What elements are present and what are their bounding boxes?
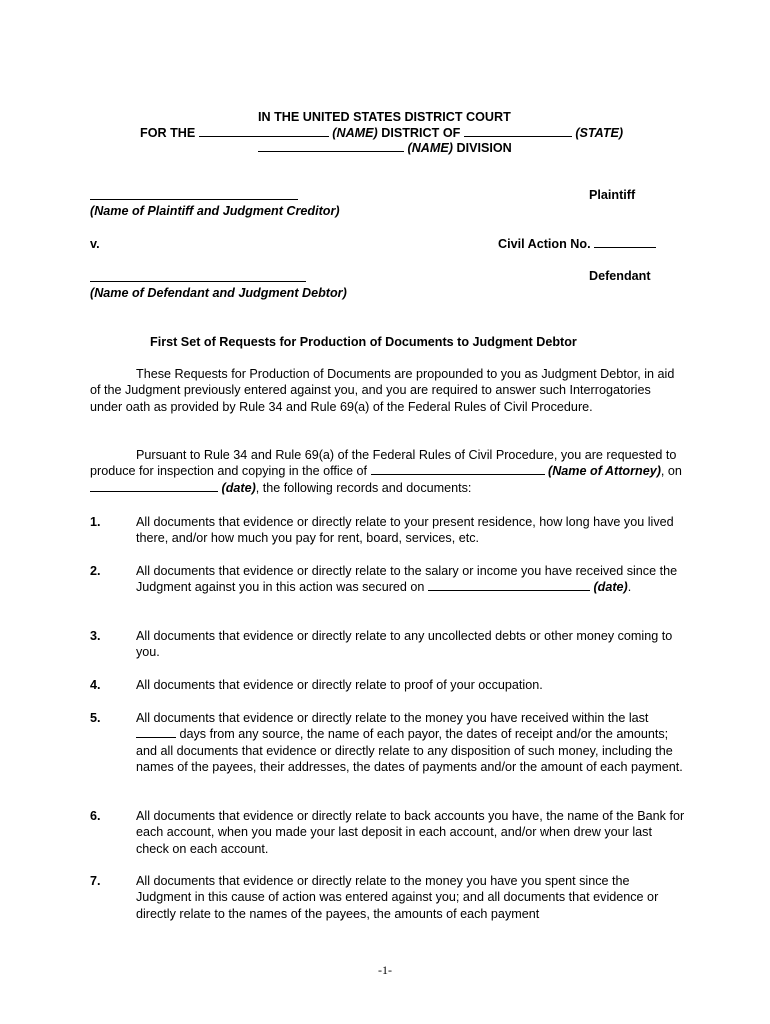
court-heading <box>258 109 511 125</box>
versus-label: v. <box>90 237 100 251</box>
attorney-office-blank[interactable] <box>371 463 545 475</box>
court-name: IN THE UNITED STATES DISTRICT COURT <box>258 110 511 124</box>
plaintiff-label: Plaintiff <box>589 188 636 202</box>
defendant-label: Defendant <box>589 269 651 283</box>
page-number: -1- <box>378 963 392 977</box>
division-name-blank[interactable] <box>258 140 404 152</box>
defendant-name-blank[interactable] <box>90 270 306 282</box>
district-line: FOR THE (NAME) DISTRICT OF (STATE) <box>140 126 624 140</box>
state-blank[interactable] <box>464 125 572 137</box>
production-date-blank[interactable] <box>90 480 218 492</box>
pursuant-paragraph: Pursuant to Rule 34 and Rule 69(a) of the Federal Rules of Civil Procedure, you are requested to produce for inspection and copying in the office of (Name of Attorney), on (date), the following records and documents: <box>90 448 682 495</box>
plaintiff-name-blank[interactable] <box>90 188 298 200</box>
plaintiff-name-hint: (Name of Plaintiff and Judgment Creditor) <box>90 204 340 218</box>
defendant-line <box>90 270 306 286</box>
days-count-blank[interactable] <box>136 726 176 738</box>
plaintiff-line <box>90 188 298 204</box>
district-name-blank[interactable] <box>199 125 329 137</box>
civil-action-number-blank[interactable] <box>594 236 656 248</box>
division-line: (NAME) DIVISION <box>258 140 512 156</box>
document-page: IN THE UNITED STATES DISTRICT COURT FOR THE (NAME) DISTRICT OF (STATE) (NAME) DIVISION Plaintiff (Name of Plaintiff and Judgment Creditor) v. Civil Action No. Defendant (Name of Defendant and Judgment Debtor) First Set of Requests for Production of Documents to Judgment Debtor These Requests for Production of Documents are propounded to you as Judgment Debtor, in aid of the Judgment previously entered against you, and you are required to answer such Interrogatories under oath as provided by Rule 34 and Rule 69(a) of the Federal Rules of Civil Procedure. Pursuant to Rule 34 and Rule 69(a) of the Federal Rules of Civil Procedure, you are requested to produce for inspection and copying in the office of (Name of Attorney), on (date), the following records and documents: 1. All documents that evidence or directly relate to your present residence, how long have you lived there, and/or how much you pay for rent, board, services, etc. 2. All documents that evidence or directly relate to the salary or income you have received since the Judgment against you in this action was secured on (date). 3. All documents that evidence or directly relate to any uncollected debts or other money coming to you. 4. All documents that evidence or directly relate to proof of your occupation. 5. All documents that evidence or directly relate to the money you have received within the last days from any source, the name of each payor, the dates of receipt and/or the amounts; and all documents that evidence or directly relate to any disposition of such money, including the names of the payees, their addresses, the dates of payments and/or the amount of each payment. 6. All documents that evidence or directly relate to back accounts you have, the name of the Bank for each account, when you made your last deposit in each account, and/or when drew your last check on each account. 7. All documents that evidence or directly relate to the money you have you spent since the Judgment in this cause of action was entered against you; and all documents that evidence or directly relate to the names of the payees, the amounts of each payment -1- <box>0 0 770 1024</box>
document-title: First Set of Requests for Production of Documents to Judgment Debtor <box>150 335 577 349</box>
intro-paragraph: These Requests for Production of Documents are propounded to you as Judgment Debtor, in aid of the Judgment previously entered against you, and you are required to answer such Interrogatories under oath as provided by Rule 34 and Rule 69(a) of the Federal Rules of Civil Procedure. <box>90 367 675 414</box>
civil-action-line: Civil Action No. <box>498 236 656 252</box>
judgment-date-blank[interactable] <box>428 579 590 591</box>
defendant-name-hint: (Name of Defendant and Judgment Debtor) <box>90 286 347 300</box>
